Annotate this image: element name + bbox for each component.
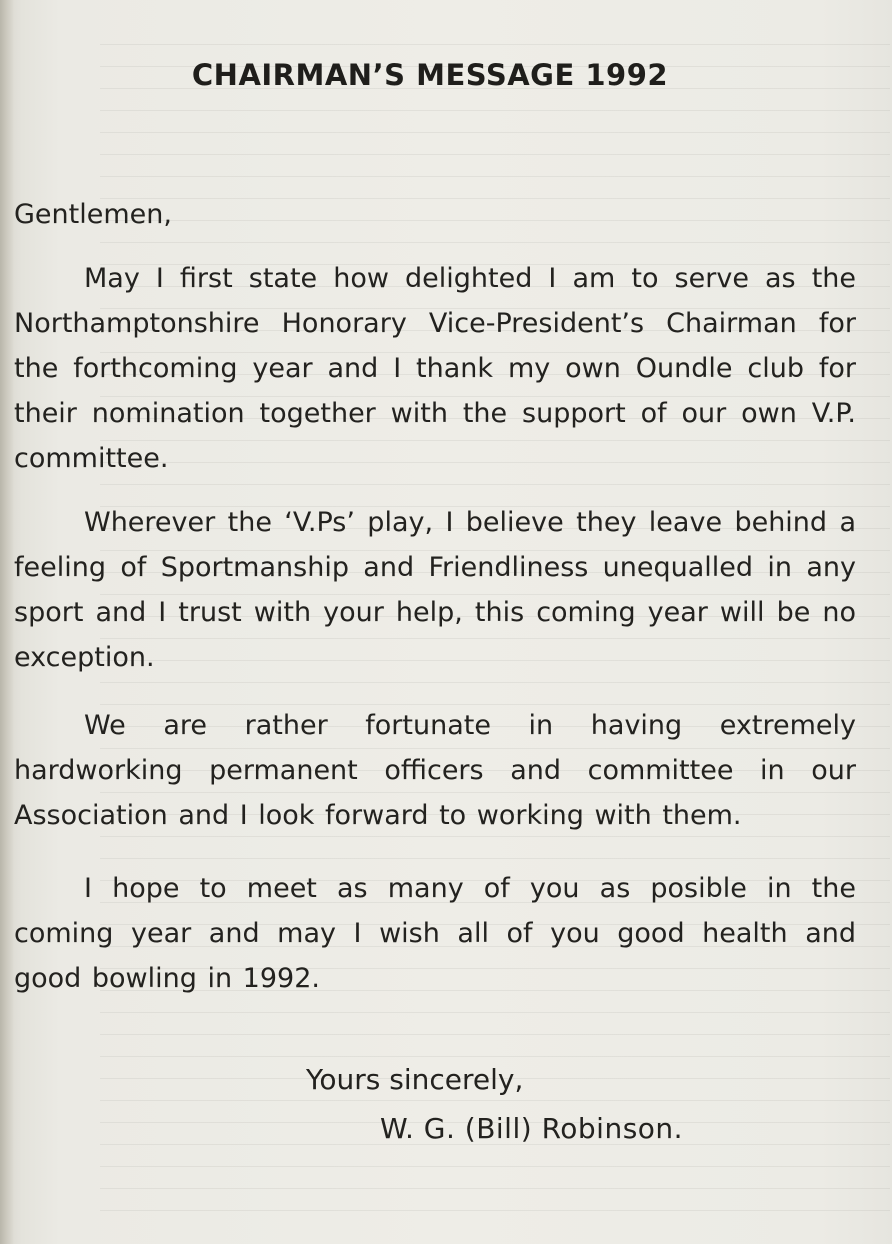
paragraph-3: We are rather fortunate in having extremely hardworking permanent officers and committee in our Association and I look forward to working with them. <box>14 710 856 831</box>
closing-line: Yours sincerely, <box>306 1063 524 1096</box>
signature-name: W. G. (Bill) Robinson. <box>380 1112 684 1145</box>
book-binding-shadow <box>0 0 14 1244</box>
paragraph-4: I hope to meet as many of you as posible in the coming year and may I wish all of you good health and good bowling in 1992. <box>14 873 856 994</box>
paragraph-2: Wherever the ‘V.Ps’ play, I believe they leave behind a feeling of Sportmanship and Friendliness unequalled in any sport and I trust with your help, this coming year will be no exception. <box>14 507 856 673</box>
salutation: Gentlemen, <box>14 199 172 230</box>
paragraph-1: May I first state how delighted I am to serve as the Northamptonshire Honorary Vice-President’s Chairman for the forthcoming year and I thank my own Oundle club for their nomination together with the support of our own V.P. committee. <box>14 263 856 474</box>
page-title: CHAIRMAN’S MESSAGE 1992 <box>191 58 669 92</box>
